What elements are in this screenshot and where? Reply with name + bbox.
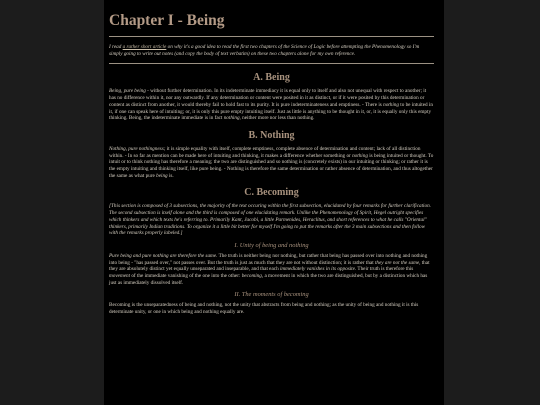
being-paragraph xyxy=(109,88,434,122)
divider xyxy=(109,36,434,37)
intro-paragraph xyxy=(109,44,434,57)
unity-emph-1: Pure being and pure nothing are therefore the same. xyxy=(109,252,218,259)
nothing-term: nothing xyxy=(352,152,368,159)
section-heading-becoming: C. Becoming xyxy=(244,187,299,199)
page xyxy=(104,0,444,405)
unity-text-3: Their truth is therefore this xyxy=(356,266,414,273)
unity-emph-2: they are not the same, xyxy=(374,259,421,266)
being-text-3: neither more nor less than nothing. xyxy=(240,115,315,122)
unity-text-4: of the immediate vanishing of the one into the other: xyxy=(130,273,242,280)
section-heading-nothing: B. Nothing xyxy=(248,129,295,141)
nothing-term: Nothing, pure nothingness; xyxy=(109,145,166,152)
becoming-note: [This section is composed of 3 subsections, the majority of the text occuring within the first subsection, elucidated by four remarks for further clarification. The second subsection is itself alone and the third is composed of one elucidating remark. Unlike the Phenomenology of Spirit, Hegel outright specifies which thinkers and which texts he's referring to. Primarily Kant, Jacobi, a little Parmenides, Heraclitus, and short references to what he calls "Oriental" thinkers, primarily Indian traditions. To organize it a little bit better for myself I'm going to put the remarks after the 3 main subsections and then follow with the remarks properly labeled.] xyxy=(109,203,431,237)
nothing-term: nothing xyxy=(383,101,399,108)
nothing-term: nothing, xyxy=(223,115,241,122)
unity-text-5: a movement in which the two are distinguished, but by a distinction which has just as immediately dissolved itself. xyxy=(109,273,428,286)
unity-emph-5: becoming, xyxy=(241,273,264,280)
article-link[interactable]: a rather short article xyxy=(122,44,167,50)
divider xyxy=(109,63,434,64)
intro-text-1: I read xyxy=(109,44,123,50)
being-term: Being, pure being xyxy=(109,88,146,95)
unity-emph-3: immediately vanishes in its opposite. xyxy=(279,266,357,273)
section-heading-being: A. Being xyxy=(253,72,290,84)
subsection-heading-moments: II. The moments of becoming xyxy=(234,291,309,299)
unity-emph-4: movement xyxy=(109,273,131,280)
being-text-1: - without further determination. In its indeterminate immediacy it is equal only to itself and also not unequal with respect to another; it has no difference within it, nor any outwardly. If any determination or content were posited in it as distinct, or if it were posited by this determination or content as distinct from another, it would thereby fail to hold fast to its purity. It is pure indeterminateness and emptiness. - There is xyxy=(109,88,427,108)
unity-text-1: The truth is neither being nor nothing, but rather that being has passed over into nothing and nothing into being - "has passed over," not passes over. But the truth is just as much that they are not without distinction; it is rather that xyxy=(109,252,428,266)
moments-paragraph: Becoming is the unseparatedness of being and nothing, not the unity that abstracts from being and nothing; as the unity of being and nothing it is this determinate unity, or one in which being and nothing equally are. xyxy=(109,302,419,316)
nothing-text-2: is being intuited or thought. To intuit or to think nothing has therefore a meaning; the two are distinguished and so nothing is (concretely exists) in our intuiting or thinking; or rather it is the empty intuiting and thinking itself, like pure being. - Nothing is therefore the same determination or rather absence of determination, and thus altogether the same as what pure xyxy=(109,152,434,179)
content xyxy=(104,0,444,316)
page-title: Chapter I - Being xyxy=(109,12,225,29)
nothing-text-1: it is simple equality with itself, complete emptiness, complete absence of determination and content; lack of all distinction within. - In so far as mention can be made here of intuiting and thinking, it makes a difference whether something or xyxy=(109,145,421,159)
being-term: being xyxy=(156,172,168,179)
unity-paragraph xyxy=(109,253,434,287)
nothing-paragraph xyxy=(109,146,434,180)
intro-text-2: on why it's a good idea to read the first two chapters of the Science of Logic before attempting the Phenomenology so I'm simply going to write out notes (and copy the body of text verbatim) on these two chapters alone for my own reference. xyxy=(109,44,420,57)
subsection-heading-unity: I. Unity of being and nothing xyxy=(234,241,309,249)
unity-text-2: that they are absolutely distinct yet equally unseparated and inseparable, and that each xyxy=(109,259,430,273)
being-text-2: to be intuited in it, if one can speak here of intuiting; or, it is only this pure empty intuiting itself. Just as little is anything to be thought in it, or, it is equally only this empty thinking. Being, the indeterminate immediate is in fact xyxy=(109,101,433,122)
nothing-text-3: is. xyxy=(167,172,174,179)
